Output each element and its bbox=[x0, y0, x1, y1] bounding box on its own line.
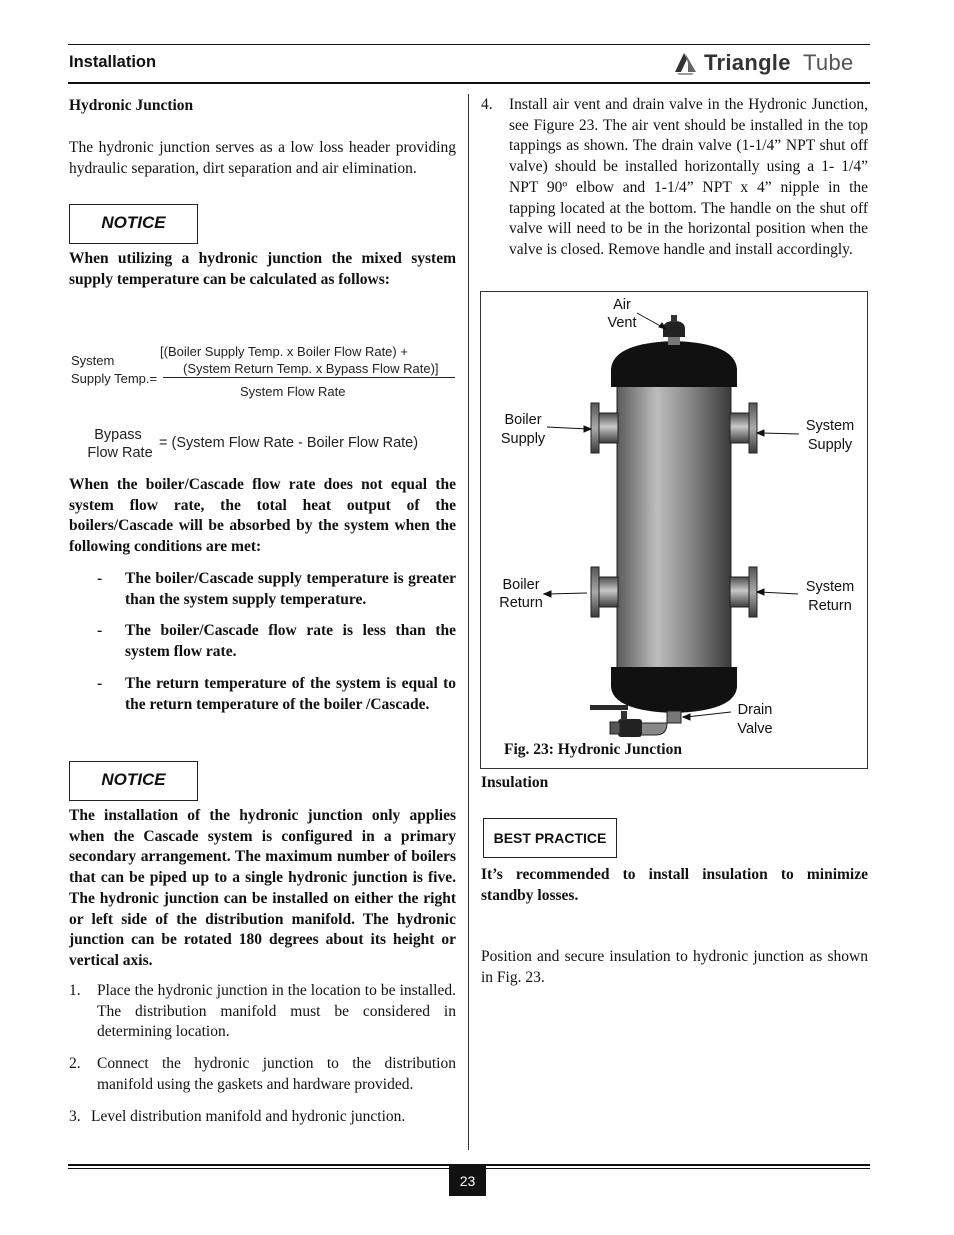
logo-word-triangle: Triangle bbox=[704, 50, 791, 75]
condition-item-3 bbox=[97, 674, 456, 737]
label-boiler-return-1: Boiler bbox=[502, 577, 540, 593]
step-text-3: Level distribution manifold and hydronic junction. bbox=[91, 1108, 406, 1125]
triangle-logo-icon bbox=[672, 50, 698, 76]
system-supply-nozzle bbox=[730, 403, 757, 453]
page-number: 23 bbox=[449, 1166, 486, 1196]
label-air: Air bbox=[613, 297, 631, 313]
section-title-hydronic-junction: Hydronic Junction bbox=[69, 97, 194, 114]
notice-text-1: When utilizing a hydronic junction the mixed system supply temperature can be calculated as follows: bbox=[69, 250, 456, 288]
step-number-1: 1. bbox=[69, 982, 81, 999]
label-boiler-supply-1: Boiler bbox=[504, 412, 542, 428]
column-divider bbox=[468, 94, 469, 1150]
condition-item-2 bbox=[97, 621, 456, 663]
label-system-return-2: Return bbox=[808, 598, 852, 614]
bullet-dash: - bbox=[97, 675, 103, 692]
step-2 bbox=[69, 1054, 456, 1096]
step-text-1: Place the hydronic junction in the location to be installed. The distribution manifold must be considered in determining location. bbox=[97, 982, 456, 1041]
label-system-supply-2: Supply bbox=[807, 437, 853, 453]
condition-text-2: The boiler/Cascade flow rate is less than the system flow rate. bbox=[125, 622, 456, 660]
conditions-intro: When the boiler/Cascade flow rate does not equal the system flow rate, the total heat output of the boilers/Cascade will be absorbed by the system when the following conditions are met: bbox=[69, 476, 456, 556]
tank-top-cap bbox=[611, 341, 737, 387]
header-section-title: Installation bbox=[69, 53, 157, 71]
system-return-nozzle bbox=[730, 567, 757, 617]
label-valve: Valve bbox=[737, 721, 773, 737]
condition-text-3: The return temperature of the system is equal to the return temperature of the boiler /Cascade. bbox=[125, 675, 456, 713]
figure-23-frame bbox=[480, 291, 868, 769]
label-vent: Vent bbox=[607, 315, 637, 331]
step-4 bbox=[481, 95, 868, 281]
formula-lhs-line2: Supply Temp.= bbox=[71, 371, 158, 386]
notice-box-1 bbox=[69, 204, 198, 244]
condition-text-1: The boiler/Cascade supply temperature is greater than the system supply temperature. bbox=[125, 570, 456, 608]
header-top-rule bbox=[68, 44, 870, 45]
formula-numerator-line1: [(Boiler Supply Temp. x Boiler Flow Rate) + bbox=[160, 344, 408, 359]
formula-numerator-line2: (System Return Temp. x Bypass Flow Rate)] bbox=[183, 361, 439, 376]
best-practice-box bbox=[483, 818, 617, 858]
step-number-3: 3. bbox=[69, 1108, 81, 1125]
section-title-insulation: Insulation bbox=[481, 774, 549, 791]
boiler-return-nozzle bbox=[591, 567, 618, 617]
bypass-lhs-line1: Bypass bbox=[94, 427, 142, 443]
notice-box-2 bbox=[69, 761, 198, 801]
step-3 bbox=[69, 1107, 456, 1128]
bypass-rhs: = (System Flow Rate - Boiler Flow Rate) bbox=[159, 435, 419, 451]
logo-word-tube: Tube bbox=[803, 50, 854, 75]
bullet-dash: - bbox=[97, 622, 103, 639]
bypass-lhs-line2: Flow Rate bbox=[87, 445, 153, 461]
bullet-dash: - bbox=[97, 570, 103, 587]
formula-lhs-line1: System bbox=[71, 353, 115, 368]
step-text-4: Install air vent and drain valve in the Hydronic Junction, see Figure 23. The air vent should be installed in the top tappings as shown. The drain valve (1-1/4” NPT shut off valve) should be installed horizontally using a 1- 1/4” NPT 90º elbow and 1-1/4” NPT x 4” nipple in the tapping located at the bottom. The handle on the shut off valve will need to be in the horizontal position when the valve is closed. Remove handle and install accordingly. bbox=[509, 96, 868, 258]
formula-fraction-bar bbox=[163, 377, 455, 378]
step-number-2: 2. bbox=[69, 1055, 81, 1072]
notice-label-1: NOTICE bbox=[101, 213, 166, 232]
label-boiler-return-2: Return bbox=[499, 595, 543, 611]
intro-paragraph: The hydronic junction serves as a low loss header providing hydraulic separation, dirt separation and air elimination. bbox=[69, 139, 456, 177]
best-practice-text: It’s recommended to install insulation to minimize standby losses. bbox=[481, 866, 868, 904]
boiler-supply-nozzle bbox=[591, 403, 618, 453]
label-boiler-supply-2: Supply bbox=[500, 431, 546, 447]
header-bottom-rule bbox=[68, 82, 870, 84]
label-drain: Drain bbox=[737, 702, 773, 718]
step-1 bbox=[69, 981, 456, 1043]
step-number-4: 4. bbox=[481, 96, 493, 113]
condition-item-1 bbox=[97, 569, 456, 611]
label-system-return-1: System bbox=[805, 579, 855, 595]
hydronic-junction-illustration bbox=[480, 291, 868, 769]
insulation-paragraph: Position and secure insulation to hydronic junction as shown in Fig. 23. bbox=[481, 948, 868, 986]
tank-body bbox=[617, 383, 731, 671]
notice-label-2: NOTICE bbox=[101, 770, 166, 789]
label-system-supply-1: System bbox=[805, 418, 855, 434]
notice-text-2: The installation of the hydronic junction only applies when the Cascade system is configured in a primary secondary arrangement. The maximum number of boilers that can be piped up to a single hydronic junction is five. The hydronic junction can be installed on either the right or left side of the distribution manifold. The hydronic junction can be rotated 180 degrees about its height or vertical axis. bbox=[69, 807, 456, 969]
best-practice-label: BEST PRACTICE bbox=[493, 830, 607, 846]
figure-caption: Fig. 23: Hydronic Junction bbox=[504, 741, 682, 758]
step-text-2: Connect the hydronic junction to the distribution manifold using the gaskets and hardware provided. bbox=[97, 1055, 456, 1093]
formula-denominator: System Flow Rate bbox=[240, 384, 346, 399]
brand-logo bbox=[672, 49, 868, 77]
tank-bottom-cap bbox=[611, 667, 737, 713]
